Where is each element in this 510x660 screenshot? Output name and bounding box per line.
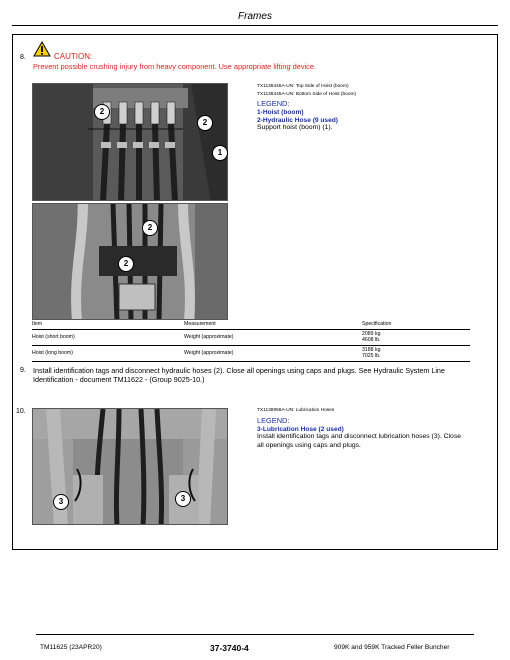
spec-table [32, 320, 470, 362]
step9-text: Install identification tags and disconnect hydraulic hoses (2). Close all openings using caps and plugs. See Hydraulic System Line Identification - document TM11622 - (Group 9025-10.) [33, 366, 445, 384]
table-row [32, 329, 470, 345]
callout-2-right: 2 [197, 115, 213, 131]
step-8-number: 8. [20, 54, 26, 61]
table-header-row [32, 320, 470, 329]
warning-triangle-icon [33, 41, 51, 57]
legend-item-hoist: 1-Hoist (boom) [257, 109, 304, 116]
spec-value-metric: 2089 kg [362, 330, 381, 337]
legend-title-step8: LEGEND: [257, 99, 290, 108]
step8-instruction: Support hoist (boom) (1). [257, 124, 333, 131]
footer-page-number: 37-3740-4 [210, 643, 249, 653]
callout-2-lower-b: 2 [118, 256, 134, 272]
footer-document-id: TM11625 (23APR20) [40, 644, 102, 651]
table-header-measurement: Measurement [184, 320, 362, 329]
callout-3-right: 3 [175, 491, 191, 507]
table-header-item: Item [32, 320, 184, 329]
table-cell-item: Hoist (short boom) [32, 329, 184, 345]
table-header-specification: Specification [362, 320, 470, 329]
legend-title-step10: LEGEND: [257, 416, 290, 425]
step-10-number: 10. [16, 408, 26, 415]
step-9-number: 9. [20, 367, 26, 374]
spec-value-imperial: 4608 lb. [362, 337, 381, 343]
callout-2-lower-a: 2 [142, 220, 158, 236]
spec-value-imperial: 7025 lb. [362, 353, 381, 359]
callout-1-hoist: 1 [212, 145, 228, 161]
table-cell-spec [362, 329, 470, 345]
callout-3-left: 3 [53, 494, 69, 510]
callout-2-top: 2 [94, 104, 110, 120]
table-cell-item: Hoist (long boom) [32, 345, 184, 361]
table-cell-measurement: Weight (approximate) [184, 329, 362, 345]
table-row [32, 345, 470, 361]
table-cell-measurement: Weight (approximate) [184, 345, 362, 361]
caution-label: CAUTION: [54, 52, 93, 61]
legend-item-hydraulic-hose: 2-Hydraulic Hose (9 used) [257, 117, 338, 124]
table-cell-spec [362, 345, 470, 361]
legend-item-lubrication-hose: 3-Lubrication Hose (2 used) [257, 426, 344, 433]
caution-text: Prevent possible crushing injury from heavy component. Use appropriate lifting device. [33, 62, 317, 71]
footer-machine-name: 909K and 959K Tracked Feller Buncher [334, 644, 450, 651]
caption-lubrication-hoses: TX1138956A-UN: Lubrication Hoses [257, 408, 335, 413]
spec-value-metric: 3188 kg [362, 346, 381, 353]
hoist-top-photo [32, 83, 228, 201]
step10-instruction: Install identification tags and disconnect lubrication hoses (3). Close all openings using caps and plugs. [257, 433, 462, 449]
header-rule [12, 25, 498, 26]
caption-top-side: TX1136446A-UN: Top Side of Hoist (boom) [257, 84, 349, 89]
page-header-title: Frames [238, 11, 272, 22]
footer-rule [36, 634, 474, 635]
caption-bottom-side: TX1136445A-UN: Bottom Side of Hoist (boom) [257, 92, 357, 97]
